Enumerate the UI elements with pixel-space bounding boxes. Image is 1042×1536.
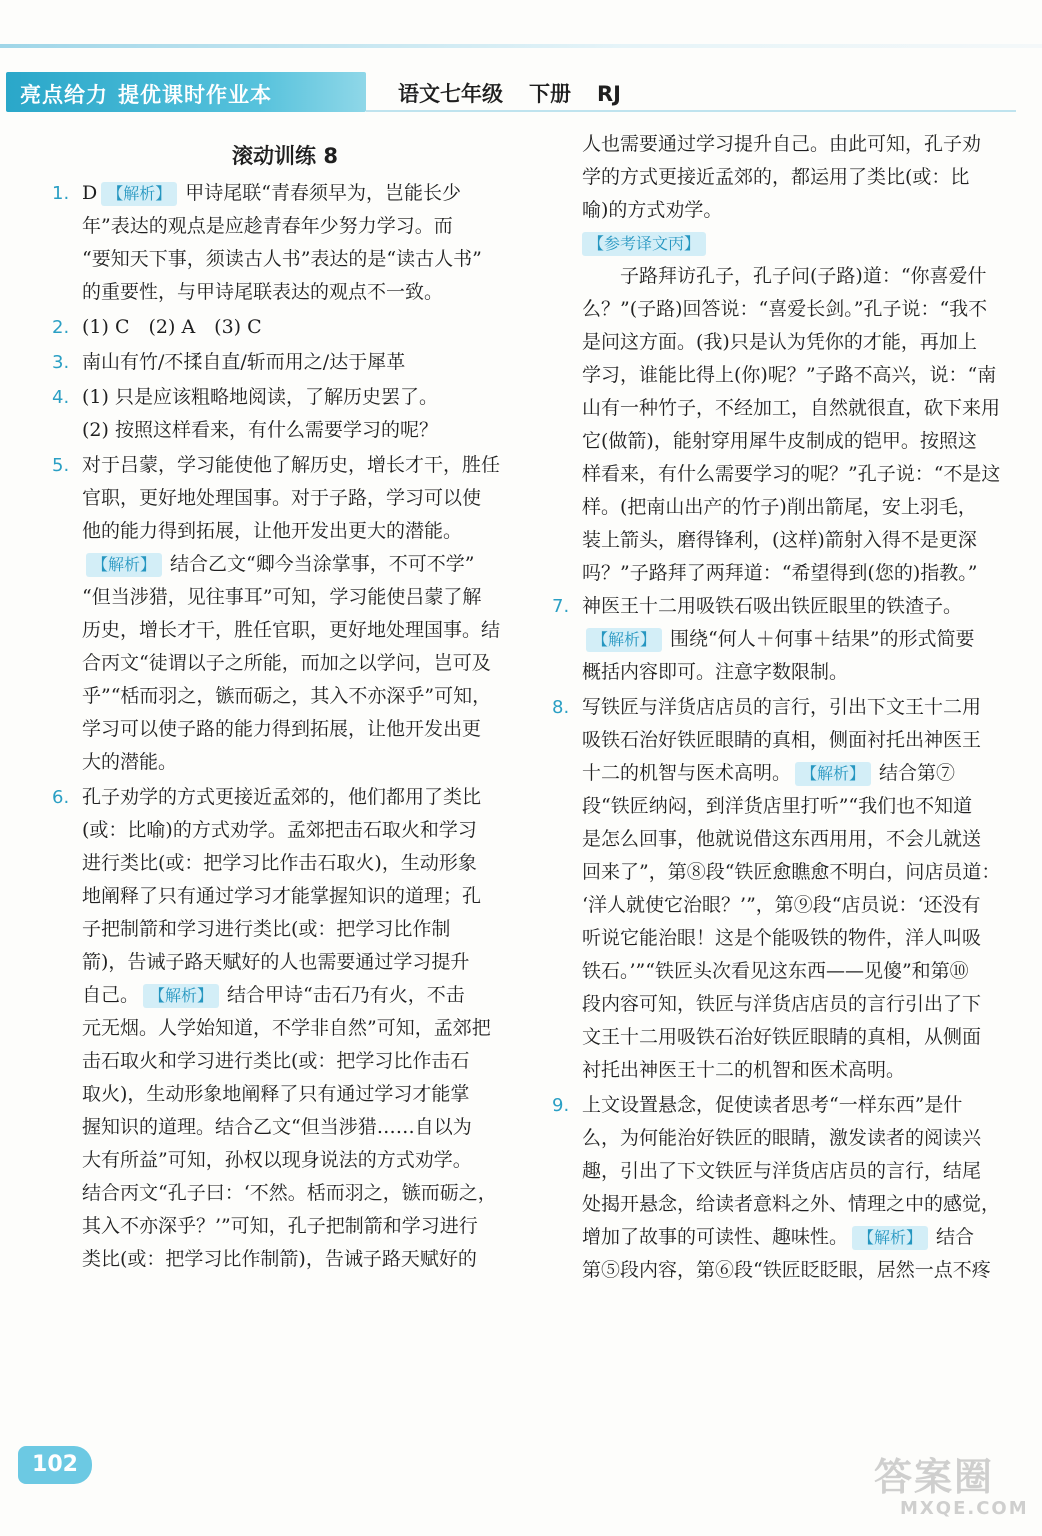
text-line: 南山有竹/不揉自直/斩而用之/达于犀革 (82, 351, 406, 373)
text-line: 神医王十二用吸铁石吸出铁匠眼里的铁渣子。 (582, 595, 963, 617)
text-line: 子把制箭和学习进行类比(或：把学习比作制 (82, 918, 451, 940)
text-line: (或：比喻)的方式劝学。孟郊把击石取火和学习 (82, 819, 477, 841)
text-line: 趣，引出了下文铁匠与洋货店店员的言行，结尾 (582, 1160, 982, 1182)
analysis-text: 结合甲诗“击石乃有火，不击 (227, 984, 465, 1006)
text-line: 处揭开悬念，给读者意料之外、情理之中的感觉， (582, 1193, 1001, 1215)
text-line: 的重要性，与甲诗尾联表达的观点不一致。 (82, 281, 444, 303)
text-line: ‘洋人就使它治眼？’”，第⑨段“店员说：‘还没有 (582, 894, 981, 916)
text-line: 取火)，生动形象地阐释了只有通过学习才能掌 (82, 1083, 470, 1105)
text-line: 是怎么回事，他就说借这东西用用，不会儿就送 (582, 828, 982, 850)
text-line: 学习可以使子路的能力得到拓展，让他开发出更 (82, 718, 482, 740)
text-line: 地阐释了只有通过学习才能掌握知识的道理；孔 (82, 885, 482, 907)
text-line: 年”表达的观点是应趁青春年少努力学习。而 (82, 215, 453, 237)
text-segment: 十二的机智与医术高明。 (582, 762, 792, 784)
volume-label: 下册 (529, 82, 571, 106)
text-line: 上文设置悬念，促使读者思考“一样东西”是什 (582, 1094, 963, 1116)
analysis-text: 甲诗尾联“青春须早为，岂能长少 (185, 182, 461, 204)
text-line: 么？”(子路)回答说：“喜爱长剑。”孔子说：“我不 (582, 298, 988, 320)
item-number: 9. (552, 1095, 570, 1116)
text-line: 第⑤段内容，第⑥段“铁匠眨眨眼，居然一点不疼 (582, 1259, 991, 1281)
analysis-tag: 【解析】 (101, 182, 177, 206)
text-line: 山有一种竹子，不经加工，自然就很直，砍下来用 (582, 397, 1001, 419)
text-line: 对于吕蒙，学习能使他了解历史，增长才干，胜任 (82, 454, 501, 476)
subject-label: 语文七年级 (398, 82, 503, 106)
text-line: (1) C (2) A (3) C (82, 316, 262, 338)
watermark-logo-text: 答案圈 (874, 1455, 995, 1499)
text-line: 历史，增长才干，胜任官职，更好地处理国事。结 (82, 619, 501, 641)
grade-info (398, 78, 647, 108)
edition-label: RJ (597, 82, 621, 106)
text-line: 其入不亦深乎？’”可知，孔子把制箭和学习进行 (82, 1215, 478, 1237)
text-line: 类比(或：把学习比作制箭)，告诫子路天赋好的 (82, 1248, 477, 1270)
text-line: 是问这方面。(我)只是认为凭你的才能，再加上 (582, 331, 977, 353)
item-number: 5. (52, 455, 70, 476)
text-line: 概括内容即可。注意字数限制。 (582, 661, 849, 683)
item-number: 4. (52, 387, 70, 408)
text-line: 学习，谁能比得上(你)呢？”子路不高兴，说：“南 (582, 364, 997, 386)
text-line: 样看来，有什么需要学习的呢？”孔子说：“不是这 (582, 463, 1001, 485)
text-line: “但当涉猎，见往事耳”可知，学习能使吕蒙了解 (82, 586, 482, 608)
text-line: 段“铁匠纳闷，到洋货店里打听”“我们也不知道 (582, 795, 973, 817)
text-line: 子路拜访孔子，孔子问(子路)道：“你喜爱什 (620, 265, 987, 287)
answer-item-9 (552, 1089, 1018, 1287)
text-line: 学的方式更接近孟郊的，都运用了类比(或：比 (582, 166, 970, 188)
text-segment: 自己。 (82, 984, 140, 1006)
page-number-badge: 102 (18, 1446, 92, 1484)
text-line: 样。(把南山出产的竹子)削出箭尾，安上羽毛， (582, 496, 977, 518)
analysis-text: 结合第⑦ (879, 762, 956, 784)
text-line: 铁石。’”“铁匠头次看见这东西——见傻”和第⑩ (582, 960, 969, 982)
section-title: 滚动训练 8 (232, 144, 338, 168)
reference-translation-tag: 【参考译文丙】 (582, 232, 706, 256)
item-number: 1. (52, 183, 70, 204)
text-line: 进行类比(或：把学习比作击石取火)，生动形象 (82, 852, 477, 874)
text-line: 人也需要通过学习提升自己。由此可知，孔子劝 (582, 133, 982, 155)
text-line: 写铁匠与洋货店店员的言行，引出下文王十二用 (582, 696, 982, 718)
item-number: 3. (52, 352, 70, 373)
item-number: 6. (52, 787, 70, 808)
text-line: 握知识的道理。结合乙文“但当涉猎……自以为 (82, 1116, 472, 1138)
analysis-tag: 【解析】 (795, 762, 871, 786)
answer-item-2 (52, 311, 518, 344)
answer-item-6 (52, 781, 518, 1276)
text-line: 大有所益”可知，孙权以现身说法的方式劝学。 (82, 1149, 472, 1171)
text-segment: 增加了故事的可读性、趣味性。 (582, 1226, 849, 1248)
text-line: 他的能力得到拓展，让他开发出更大的潜能。 (82, 520, 463, 542)
right-column (552, 128, 1018, 1289)
text-line: 文王十二用吸铁石治好铁匠眼睛的真相，从侧面 (582, 1026, 982, 1048)
text-line: 乎”“栝而羽之，镞而砺之，其入不亦深乎”可知， (82, 685, 492, 707)
answer-choice: D (82, 182, 98, 204)
text-line: 结合丙文“孔子曰：‘不然。栝而羽之，镞而砺之， (82, 1182, 497, 1204)
answer-item-1 (52, 177, 518, 309)
text-line: 么，为何能治好铁匠的眼睛，激发读者的阅读兴 (582, 1127, 982, 1149)
analysis-tag: 【解析】 (586, 628, 662, 652)
answer-item-8 (552, 691, 1018, 1087)
item-number: 2. (52, 317, 70, 338)
text-line: 合丙文“徒谓以子之所能，而加之以学问，岂可及 (82, 652, 491, 674)
text-line: 孔子劝学的方式更接近孟郊的，他们都用了类比 (82, 786, 482, 808)
answer-item-7 (552, 590, 1018, 689)
analysis-text: 结合乙文“卿今当涂掌事，不可不学” (170, 553, 475, 575)
text-line: 它(做箭)，能射穿用犀牛皮制成的铠甲。按照这 (582, 430, 977, 452)
series-banner (6, 72, 366, 112)
text-line: 衬托出神医王十二的机智和医术高明。 (582, 1059, 906, 1081)
text-line: 喻)的方式劝学。 (582, 199, 723, 221)
text-line: 元无烟。人学始知道，不学非自然”可知，孟郊把 (82, 1017, 491, 1039)
text-line: (1) 只是应该粗略地阅读，了解历史罢了。 (82, 386, 438, 408)
analysis-tag: 【解析】 (143, 984, 219, 1008)
text-line: 吗？”子路拜了两拜道：“希望得到(您的)指教。” (582, 562, 978, 584)
text-line: (2) 按照这样看来，有什么需要学习的呢？ (82, 419, 438, 441)
text-line: 段内容可知，铁匠与洋货店店员的言行引出了下 (582, 993, 982, 1015)
text-line: 箭)，告诫子路天赋好的人也需要通过学习提升 (82, 951, 470, 973)
text-line: 吸铁石治好铁匠眼睛的真相，侧面衬托出神医王 (582, 729, 982, 751)
text-line: 大的潜能。 (82, 751, 178, 773)
continued-answer-6 (582, 128, 1018, 227)
brand-label: 亮点给力 (20, 83, 108, 107)
answer-item-3 (52, 346, 518, 379)
text-line: 回来了”，第⑧段“铁匠愈瞧愈不明白，问店员道： (582, 861, 1001, 883)
analysis-tag: 【解析】 (86, 553, 162, 577)
analysis-text: 围绕“何人＋何事＋结果”的形式简要 (670, 628, 975, 650)
series-label: 提优课时作业本 (118, 83, 272, 107)
text-line: 装上箭头，磨得锋利，(这样)箭射入得不是更深 (582, 529, 977, 551)
analysis-text: 结合 (936, 1226, 975, 1248)
item-number: 8. (552, 697, 570, 718)
top-decorative-rule (0, 44, 1042, 48)
item-number: 7. (552, 596, 570, 617)
answer-item-5 (52, 449, 518, 779)
answer-item-4 (52, 381, 518, 447)
header-underline (366, 110, 1016, 112)
analysis-tag: 【解析】 (852, 1226, 928, 1250)
left-column (52, 140, 518, 1278)
text-line: 击石取火和学习进行类比(或：把学习比作击石 (82, 1050, 470, 1072)
text-line: “要知天下事，须读古人书”表达的是“读古人书” (82, 248, 482, 270)
translation-block (582, 227, 1018, 590)
text-line: 听说它能治眼！这是个能吸铁的物件，洋人叫吸 (582, 927, 982, 949)
site-watermark (874, 1455, 1029, 1526)
watermark-url: MXQE.COM (900, 1498, 1029, 1519)
text-line: 官职，更好地处理国事。对于子路，学习可以使 (82, 487, 482, 509)
